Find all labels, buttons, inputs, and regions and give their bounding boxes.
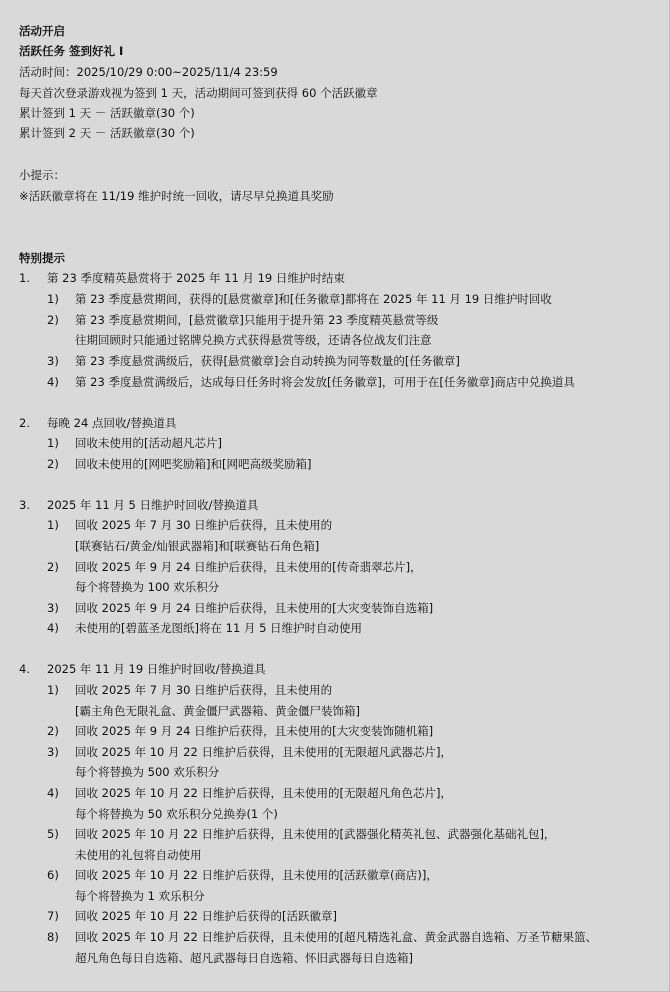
item-number: 1)	[47, 292, 59, 306]
item-text: 未使用的[碧蓝圣龙图纸]将在 11 月 5 日维护时自动使用	[75, 621, 363, 635]
event-reward-1: 累计签到 1 天 － 活跃徽章(30 个)	[19, 106, 195, 120]
item-text: 回收 2025 年 10 月 22 日维护后获得，且未使用的[超凡精选礼盒、黄金武器自选箱、万圣节糖果篮、	[75, 930, 597, 944]
item-text: 回收 2025 年 10 月 22 日维护后获得，且未使用的[无限超凡武器芯片]，	[75, 745, 452, 759]
section-title: 2025 年 11 月 19 日维护时回收/替换道具	[47, 662, 266, 676]
section-number: 1.	[19, 271, 30, 285]
section-number: 3.	[19, 498, 30, 512]
item-text: 每个将替换为 50 欢乐积分兑换券(1 个)	[75, 807, 278, 821]
event-description: 每天首次登录游戏视为签到 1 天，活动期间可签到获得 60 个活跃徽章	[19, 86, 378, 100]
item-text: 往期回顾时只能通过铭牌兑换方式获得悬赏等级，还请各位战友们注意	[75, 333, 432, 347]
item-number: 3)	[47, 745, 59, 759]
section-number: 4.	[19, 662, 30, 676]
item-text: 回收 2025 年 9 月 24 日维护后获得，且未使用的[大灾变装饰自选箱]	[75, 601, 434, 615]
item-number: 3)	[47, 354, 59, 368]
item-number: 1)	[47, 436, 59, 450]
item-text: 回收未使用的[网吧奖励箱]和[网吧高级奖励箱]	[75, 457, 312, 471]
item-text: 回收 2025 年 7 月 30 日维护后获得，且未使用的	[75, 683, 333, 697]
item-text: 回收 2025 年 10 月 22 日维护后获得，且未使用的[活跃徽章(商店)]，	[75, 868, 438, 882]
section-number: 2.	[19, 416, 30, 430]
item-number: 4)	[47, 375, 59, 389]
item-number: 4)	[47, 786, 59, 800]
item-text: 回收 2025 年 10 月 22 日维护后获得，且未使用的[武器强化精英礼包、武器强化基础礼包]，	[75, 827, 556, 841]
section-title: 每晚 24 点回收/替换道具	[47, 416, 177, 430]
item-text: 每个将替换为 1 欢乐积分	[75, 889, 205, 903]
item-text: 第 23 季度悬赏期间，[悬赏徽章]只能用于提升第 23 季度精英悬赏等级	[75, 313, 439, 327]
item-text: 回收 2025 年 7 月 30 日维护后获得，且未使用的	[75, 518, 333, 532]
item-number: 2)	[47, 457, 59, 471]
item-number: 3)	[47, 601, 59, 615]
item-number: 2)	[47, 560, 59, 574]
item-text: 回收 2025 年 10 月 22 日维护后获得，且未使用的[无限超凡角色芯片]，	[75, 786, 452, 800]
event-heading: 活动开启	[19, 24, 65, 38]
item-number: 8)	[47, 930, 59, 944]
tip-text: ※活跃徽章将在 11/19 维护时统一回收，请尽早兑换道具奖励	[19, 189, 334, 203]
item-text: [联赛钻石/黄金/灿银武器箱]和[联赛钻石角色箱]	[75, 539, 320, 553]
section-title: 第 23 季度精英悬赏将于 2025 年 11 月 19 日维护时结束	[47, 271, 345, 285]
item-number: 6)	[47, 868, 59, 882]
section-title: 2025 年 11 月 5 日维护时回收/替换道具	[47, 498, 259, 512]
event-time: 活动时间：2025/10/29 0:00~2025/11/4 23:59	[19, 65, 278, 79]
event-subheading: 活跃任务 签到好礼 Ⅰ	[19, 44, 124, 58]
item-text: 超凡角色每日自选箱、超凡武器每日自选箱、怀旧武器每日自选箱]	[75, 951, 413, 965]
item-text: 回收未使用的[活动超凡芯片]	[75, 436, 222, 450]
item-text: [霸主角色无限礼盒、黄金僵尸武器箱、黄金僵尸装饰箱]	[75, 704, 360, 718]
item-text: 第 23 季度悬赏期间，获得的[悬赏徽章]和[任务徽章]都将在 2025 年 11 月 19 日维护时回收	[75, 292, 552, 306]
item-text: 第 23 季度悬赏满级后，获得[悬赏徽章]会自动转换为同等数量的[任务徽章]	[75, 354, 460, 368]
item-text: 回收 2025 年 9 月 24 日维护后获得，且未使用的[大灾变装饰随机箱]	[75, 724, 434, 738]
event-reward-2: 累计签到 2 天 － 活跃徽章(30 个)	[19, 126, 195, 140]
item-text: 每个将替换为 500 欢乐积分	[75, 765, 220, 779]
item-number: 1)	[47, 518, 59, 532]
item-number: 2)	[47, 313, 59, 327]
item-text: 回收 2025 年 9 月 24 日维护后获得，且未使用的[传奇翡翠芯片]，	[75, 560, 422, 574]
item-number: 7)	[47, 909, 59, 923]
tip-label: 小提示：	[19, 168, 65, 182]
item-number: 5)	[47, 827, 59, 841]
item-text: 每个将替换为 100 欢乐积分	[75, 580, 220, 594]
notices-heading: 特别提示	[19, 251, 65, 265]
item-text: 回收 2025 年 10 月 22 日维护后获得的[活跃徽章]	[75, 909, 337, 923]
item-text: 第 23 季度悬赏满级后，达成每日任务时将会发放[任务徽章]，可用于在[任务徽章]商店中兑换道具	[75, 375, 575, 389]
item-number: 1)	[47, 683, 59, 697]
item-number: 2)	[47, 724, 59, 738]
item-text: 未使用的礼包将自动使用	[75, 848, 202, 862]
item-number: 4)	[47, 621, 59, 635]
